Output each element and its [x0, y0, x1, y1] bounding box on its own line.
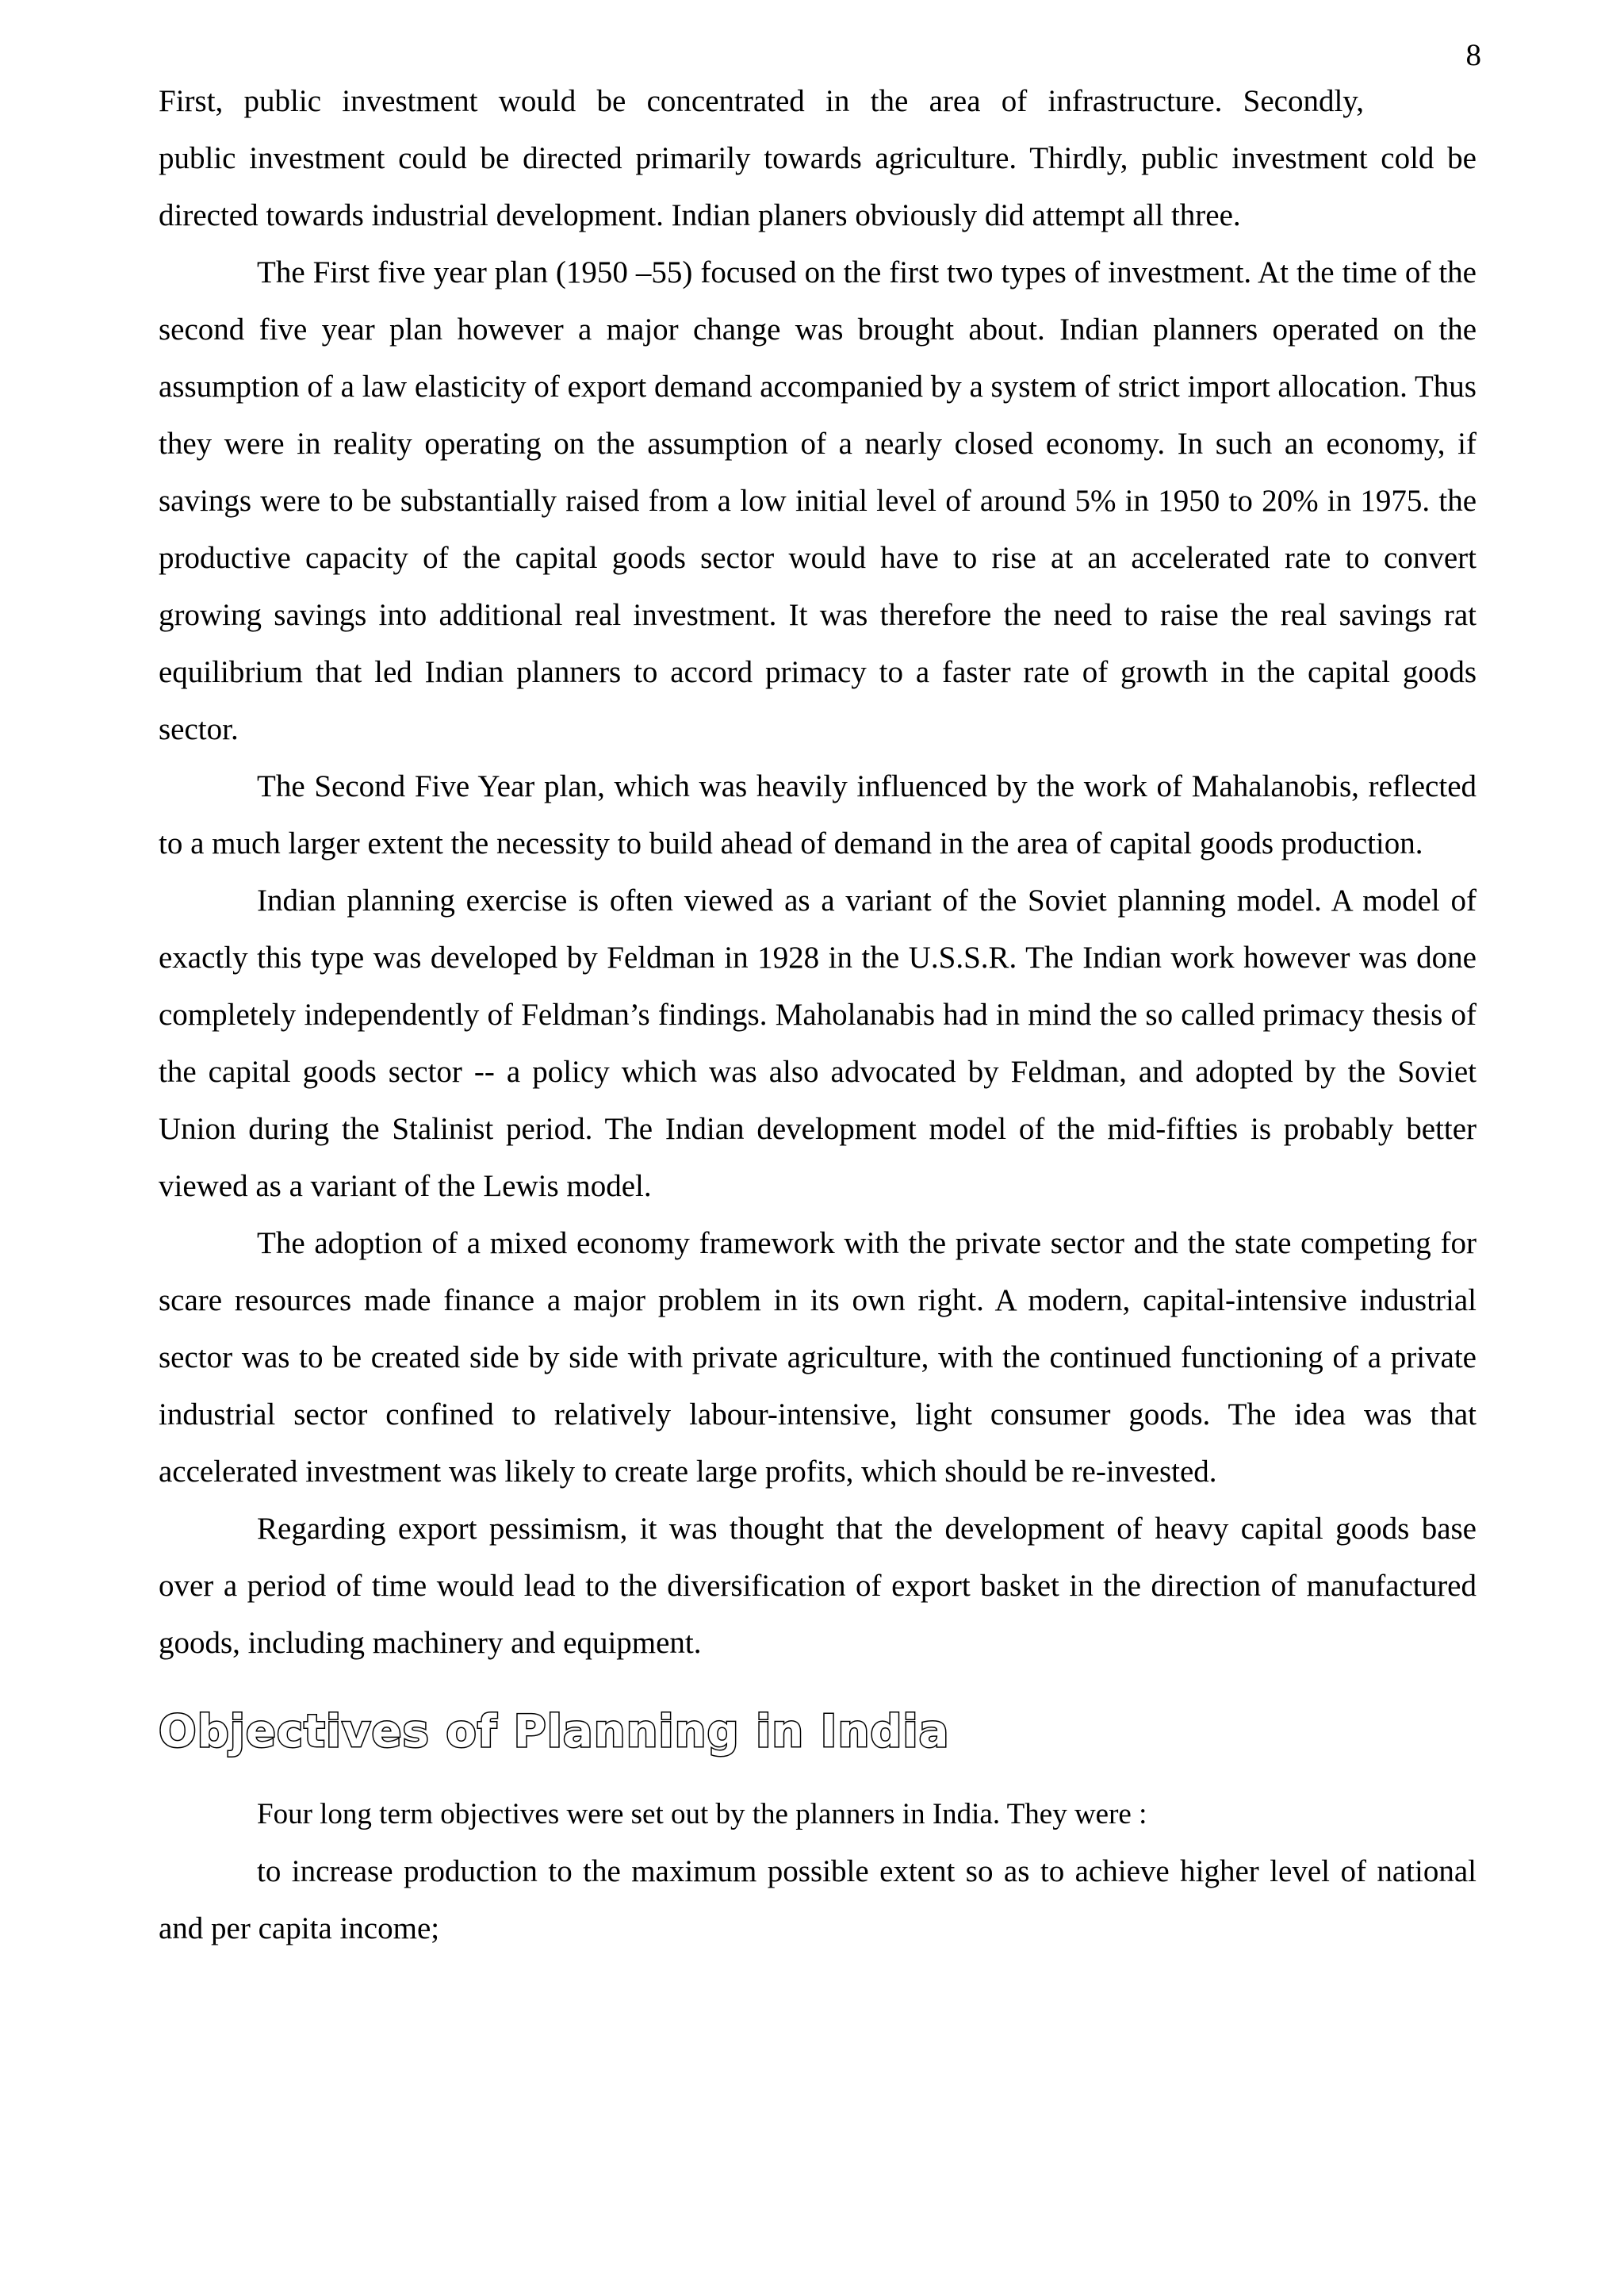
objectives-intro: Four long term objectives were set out by the planners in India. They were :	[257, 1798, 1147, 1830]
paragraph-first-plan: The First five year plan (1950 –55) focused on the first two types of investment. At the time of the second five year plan however a major change was brought about. Indian planners operated on the assumption of a law elasticity of export demand accompanied by a system of strict import allocation. Thus they were in reality operating on the assumption of a nearly closed economy. In such an economy, if savings were to be substantially raised from a low initial level of around 5% in 1950 to 20% in 1975. the productive capacity of the capital goods sector would have to rise at an accelerated rate to convert growing savings into additional real investment. It was therefore the need to raise the real savings rat equilibrium that led Indian planners to accord primacy to a faster rate of growth in the capital goods sector.	[159, 255, 1477, 746]
opening-paragraph	[159, 73, 1477, 244]
paragraph-second-plan: The Second Five Year plan, which was heavily influenced by the work of Mahalanobis, reflected to a much larger extent the necessity to build ahead of demand in the area of capital goods production.	[159, 769, 1477, 861]
paragraph-mixed-economy: The adoption of a mixed economy framework with the private sector and the state competing for scare resources made finance a major problem in its own right. A modern, capital-intensive industrial sector was to be created side by side with private agriculture, with the continued functioning of a private industrial sector confined to relatively labour-intensive, light consumer goods. The idea was that accelerated investment was likely to create large profits, which should be re-invested.	[159, 1226, 1477, 1489]
section-heading: Objectives of Planning in India	[159, 1706, 950, 1757]
paragraph-export-pessimism: Regarding export pessimism, it was thought that the development of heavy capital goods base over a period of time would lead to the diversification of export basket in the direction of manufactured goods, including machinery and equipment.	[159, 1512, 1477, 1660]
document-body	[159, 73, 1477, 1957]
page-number: 8	[1465, 38, 1481, 72]
paragraph-soviet-model: Indian planning exercise is often viewed as a variant of the Soviet planning model. A model of exactly this type was developed by Feldman in 1928 in the U.S.S.R. The Indian work however was done completely independently of Feldman’s findings. Maholanabis had in mind the so called primacy thesis of the capital goods sector -- a policy which was also advocated by Feldman, and adopted by the Soviet Union during the Stalinist period. The Indian development model of the mid-fifties is probably better viewed as a variant of the Lewis model.	[159, 884, 1477, 1203]
objective-item-1: to increase production to the maximum possible extent so as to achieve higher level of national and per capita income;	[159, 1854, 1477, 1945]
opening-paragraph-line1: First, public investment would be concentrated in the area of infrastructure. Secondly,	[159, 84, 1364, 118]
opening-paragraph-rest: public investment could be directed primarily towards agriculture. Thirdly, public investment cold be directed towards industrial development. Indian planers obviously did attempt all three.	[159, 141, 1477, 232]
